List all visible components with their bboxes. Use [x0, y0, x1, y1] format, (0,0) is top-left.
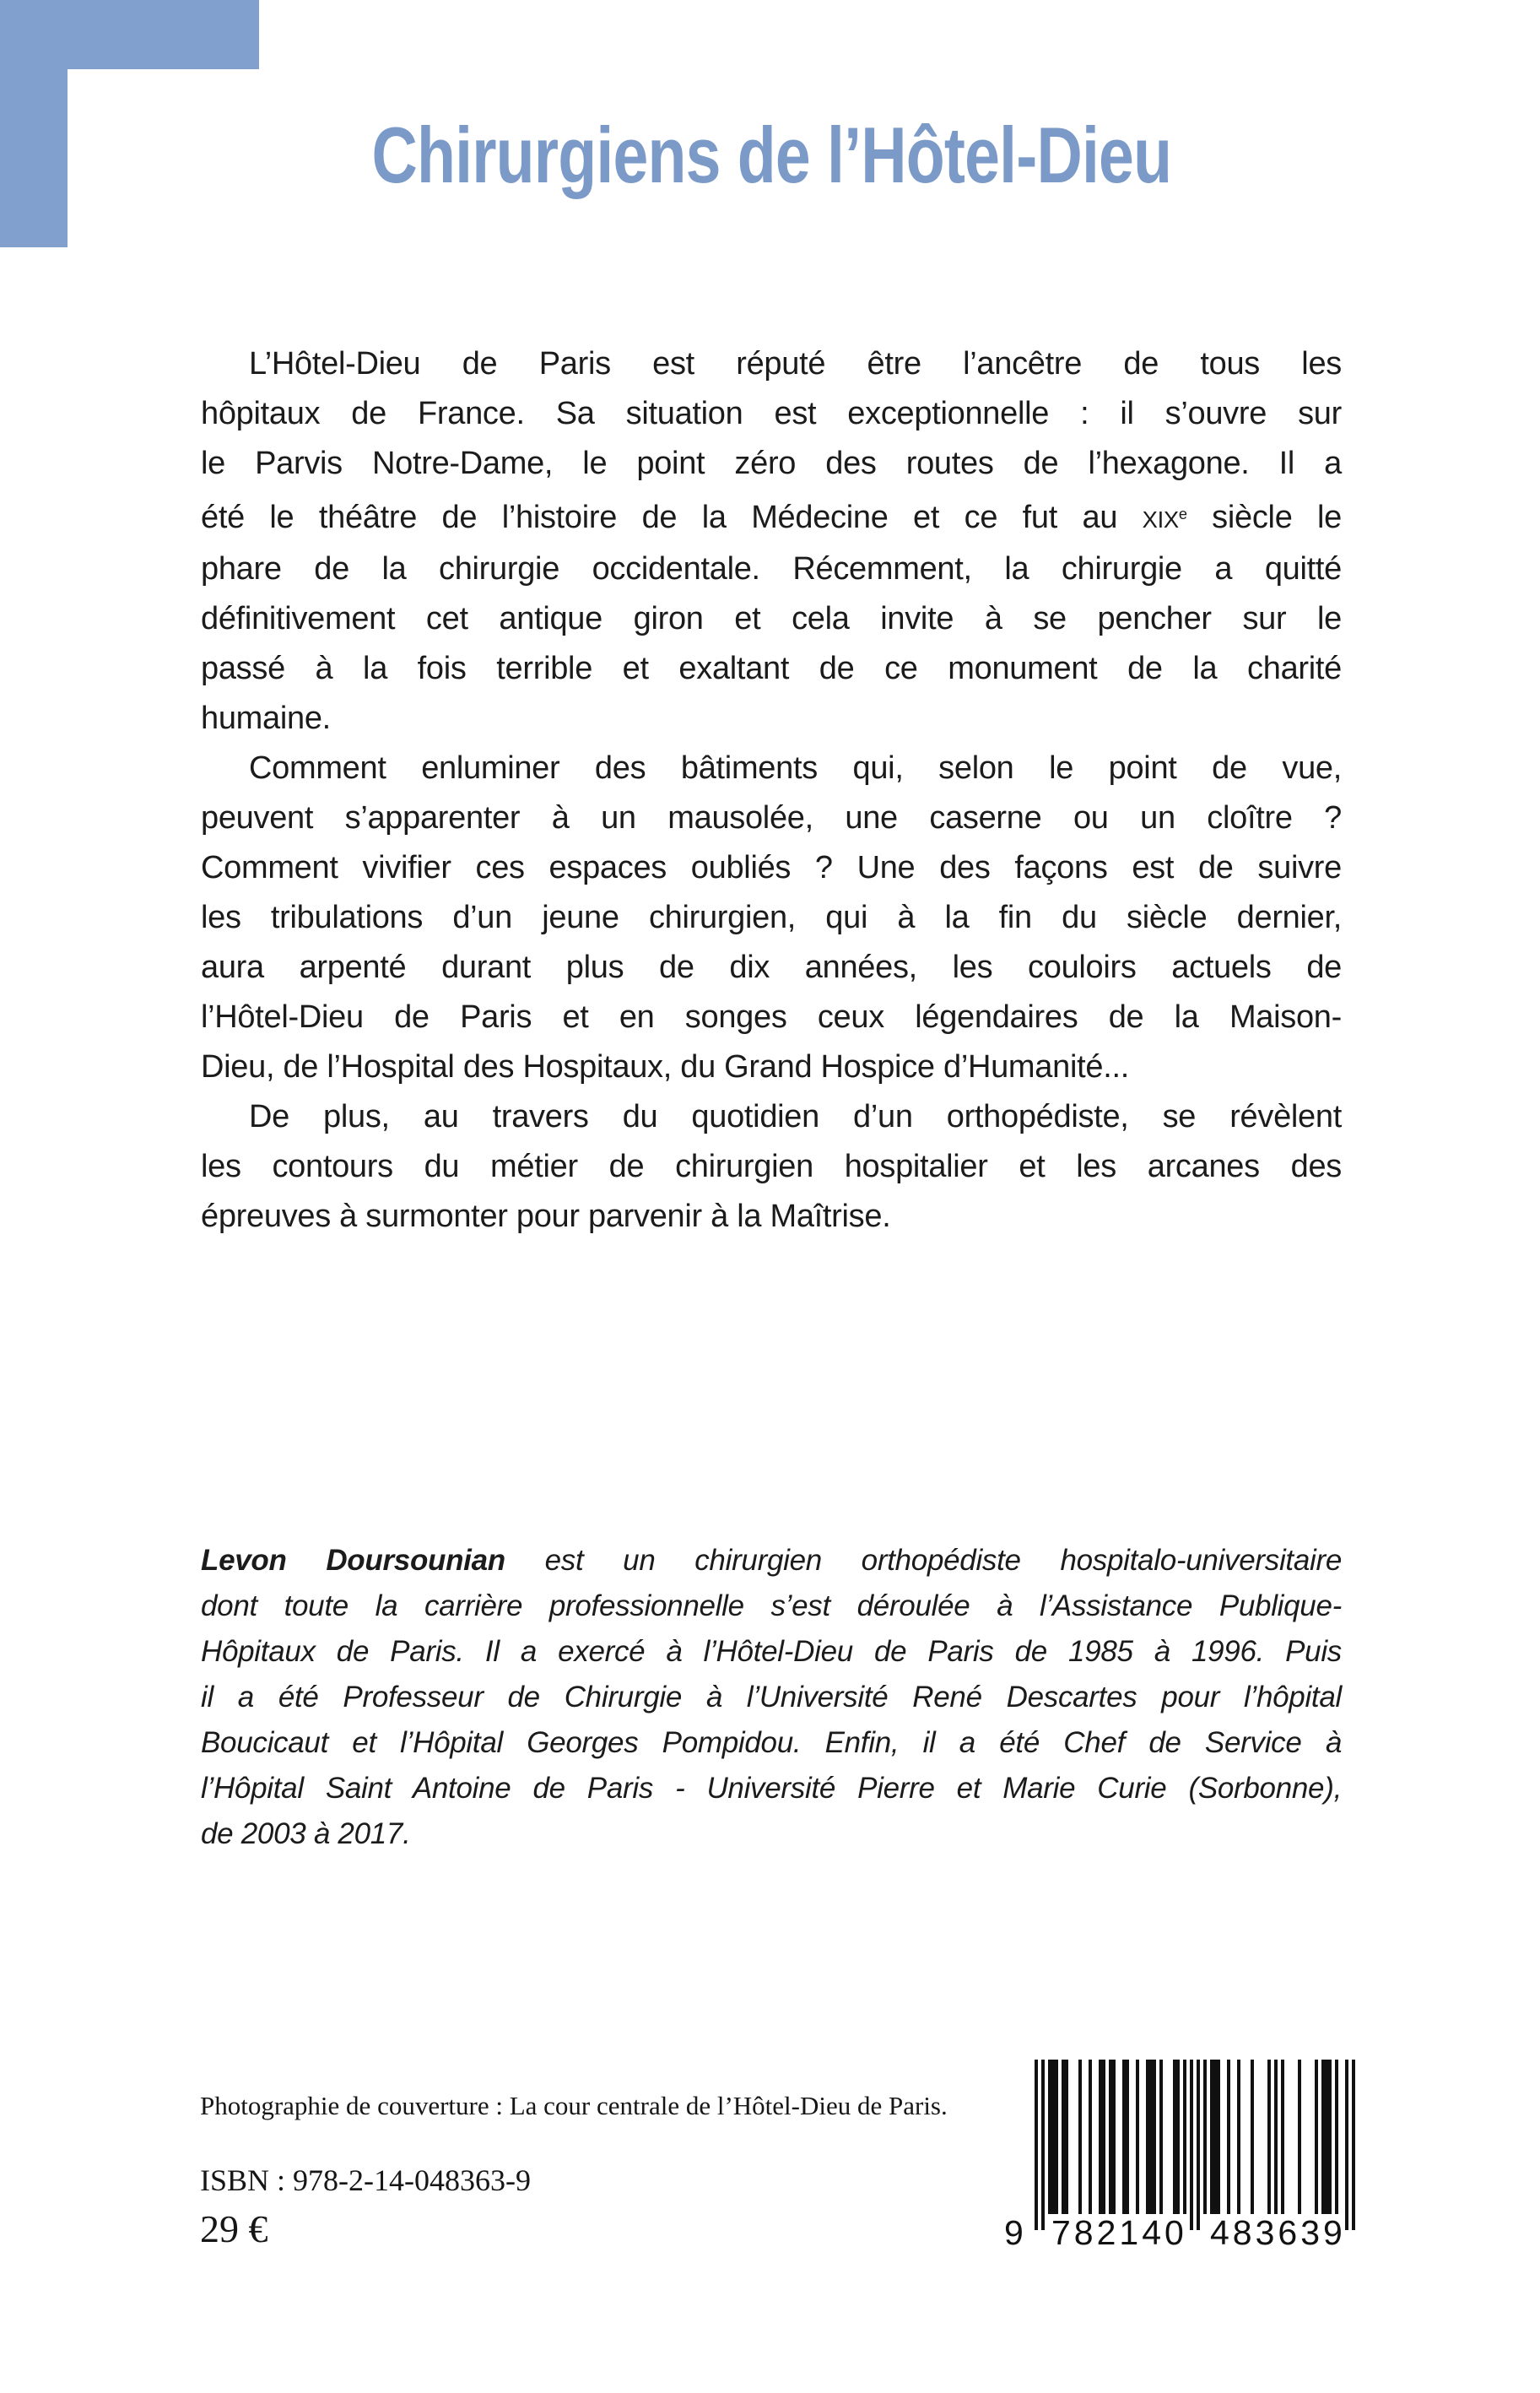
synopsis-line: peuvent s’apparenter à un mausolée, une caserne ou un cloître ? [201, 800, 1342, 836]
synopsis-line: Comment enluminer des bâtiments qui, selon le point de vue, [249, 750, 1342, 787]
synopsis-line: hôpitaux de France. Sa situation est exceptionnelle : il s’ouvre sur [201, 396, 1342, 431]
synopsis-line: passé à la fois terrible et exaltant de ce monument de la charité [201, 651, 1342, 687]
bio-line: dont toute la carrière professionnelle s’est déroulée à l’Assistance Publique- [201, 1589, 1342, 1622]
synopsis-line: épreuves à surmonter pour parvenir à la Maîtrise. [201, 1199, 891, 1235]
synopsis-line: définitivement cet antique giron et cela invite à se pencher sur le [201, 601, 1342, 637]
page-title [201, 108, 1342, 203]
synopsis-line: les contours du métier de chirurgien hospitalier et les arcanes des [201, 1149, 1342, 1185]
synopsis-line: aura arpenté durant plus de dix années, les couloirs actuels de [201, 950, 1342, 986]
author-name: Levon Doursounian [201, 1544, 505, 1577]
author-bio [201, 1538, 1342, 1857]
barcode [1004, 2060, 1367, 2258]
barcode-digit-group: 9 [1004, 2213, 1027, 2252]
bio-line-fragment: est un chirurgien orthopédiste hospitalo-universitaire [505, 1544, 1343, 1577]
bio-line: Boucicaut et l’Hôpital Georges Pompidou. Enfin, il a été Chef de Service à [201, 1726, 1342, 1759]
barcode-bars [1035, 2060, 1355, 2230]
synopsis-line: Dieu, de l’Hospital des Hospitaux, du Grand Hospice d’Humanité... [201, 1049, 1129, 1086]
bio-line: Hôpitaux de Paris. Il a exercé à l’Hôtel-Dieu de Paris de 1985 à 1996. Puis [201, 1635, 1342, 1668]
synopsis-line: l’Hôtel-Dieu de Paris et en songes ceux légendaires de la Maison- [201, 999, 1342, 1036]
bio-line: l’Hôpital Saint Antoine de Paris - Université Pierre et Marie Curie (Sorbonne), [201, 1772, 1342, 1805]
synopsis-line: les tribulations d’un jeune chirurgien, qui à la fin du siècle dernier, [201, 900, 1342, 936]
superscript: e [1178, 505, 1187, 522]
price: 29 € [200, 2207, 268, 2250]
cover-photo-credit: Photographie de couverture : La cour centrale de l’Hôtel-Dieu de Paris. [200, 2091, 948, 2120]
barcode-digit-group: 483639 [1210, 2213, 1346, 2252]
bio-line [201, 1538, 1342, 1584]
barcode-digit-group: 782140 [1051, 2213, 1187, 2252]
synopsis-line: humaine. [201, 701, 331, 737]
synopsis-line: De plus, au travers du quotidien d’un orthopédiste, se révèlent [249, 1099, 1342, 1135]
page-title-text: Chirurgiens de l’Hôtel-Dieu [371, 111, 1171, 199]
bio-line: il a été Professeur de Chirurgie à l’Université René Descartes pour l’hôpital [201, 1681, 1342, 1714]
synopsis [201, 339, 1342, 1242]
synopsis-line [201, 489, 1342, 544]
synopsis-line: L’Hôtel-Dieu de Paris est réputé être l’ancêtre de tous les [249, 346, 1342, 382]
synopsis-line-fragment: siècle le [1186, 500, 1342, 536]
corner-decoration-vertical [0, 0, 68, 247]
bio-line: de 2003 à 2017. [201, 1817, 411, 1850]
synopsis-line: phare de la chirurgie occidentale. Récemment, la chirurgie a quitté [201, 551, 1342, 587]
isbn: ISBN : 978-2-14-048363-9 [200, 2163, 531, 2197]
roman-numeral: XIX [1142, 506, 1179, 533]
synopsis-line: le Parvis Notre-Dame, le point zéro des routes de l’hexagone. Il a [201, 446, 1342, 481]
synopsis-line: Comment vivifier ces espaces oubliés ? Une des façons est de suivre [201, 850, 1342, 886]
synopsis-line-fragment: été le théâtre de l’histoire de la Médecine et ce fut au [201, 500, 1143, 536]
